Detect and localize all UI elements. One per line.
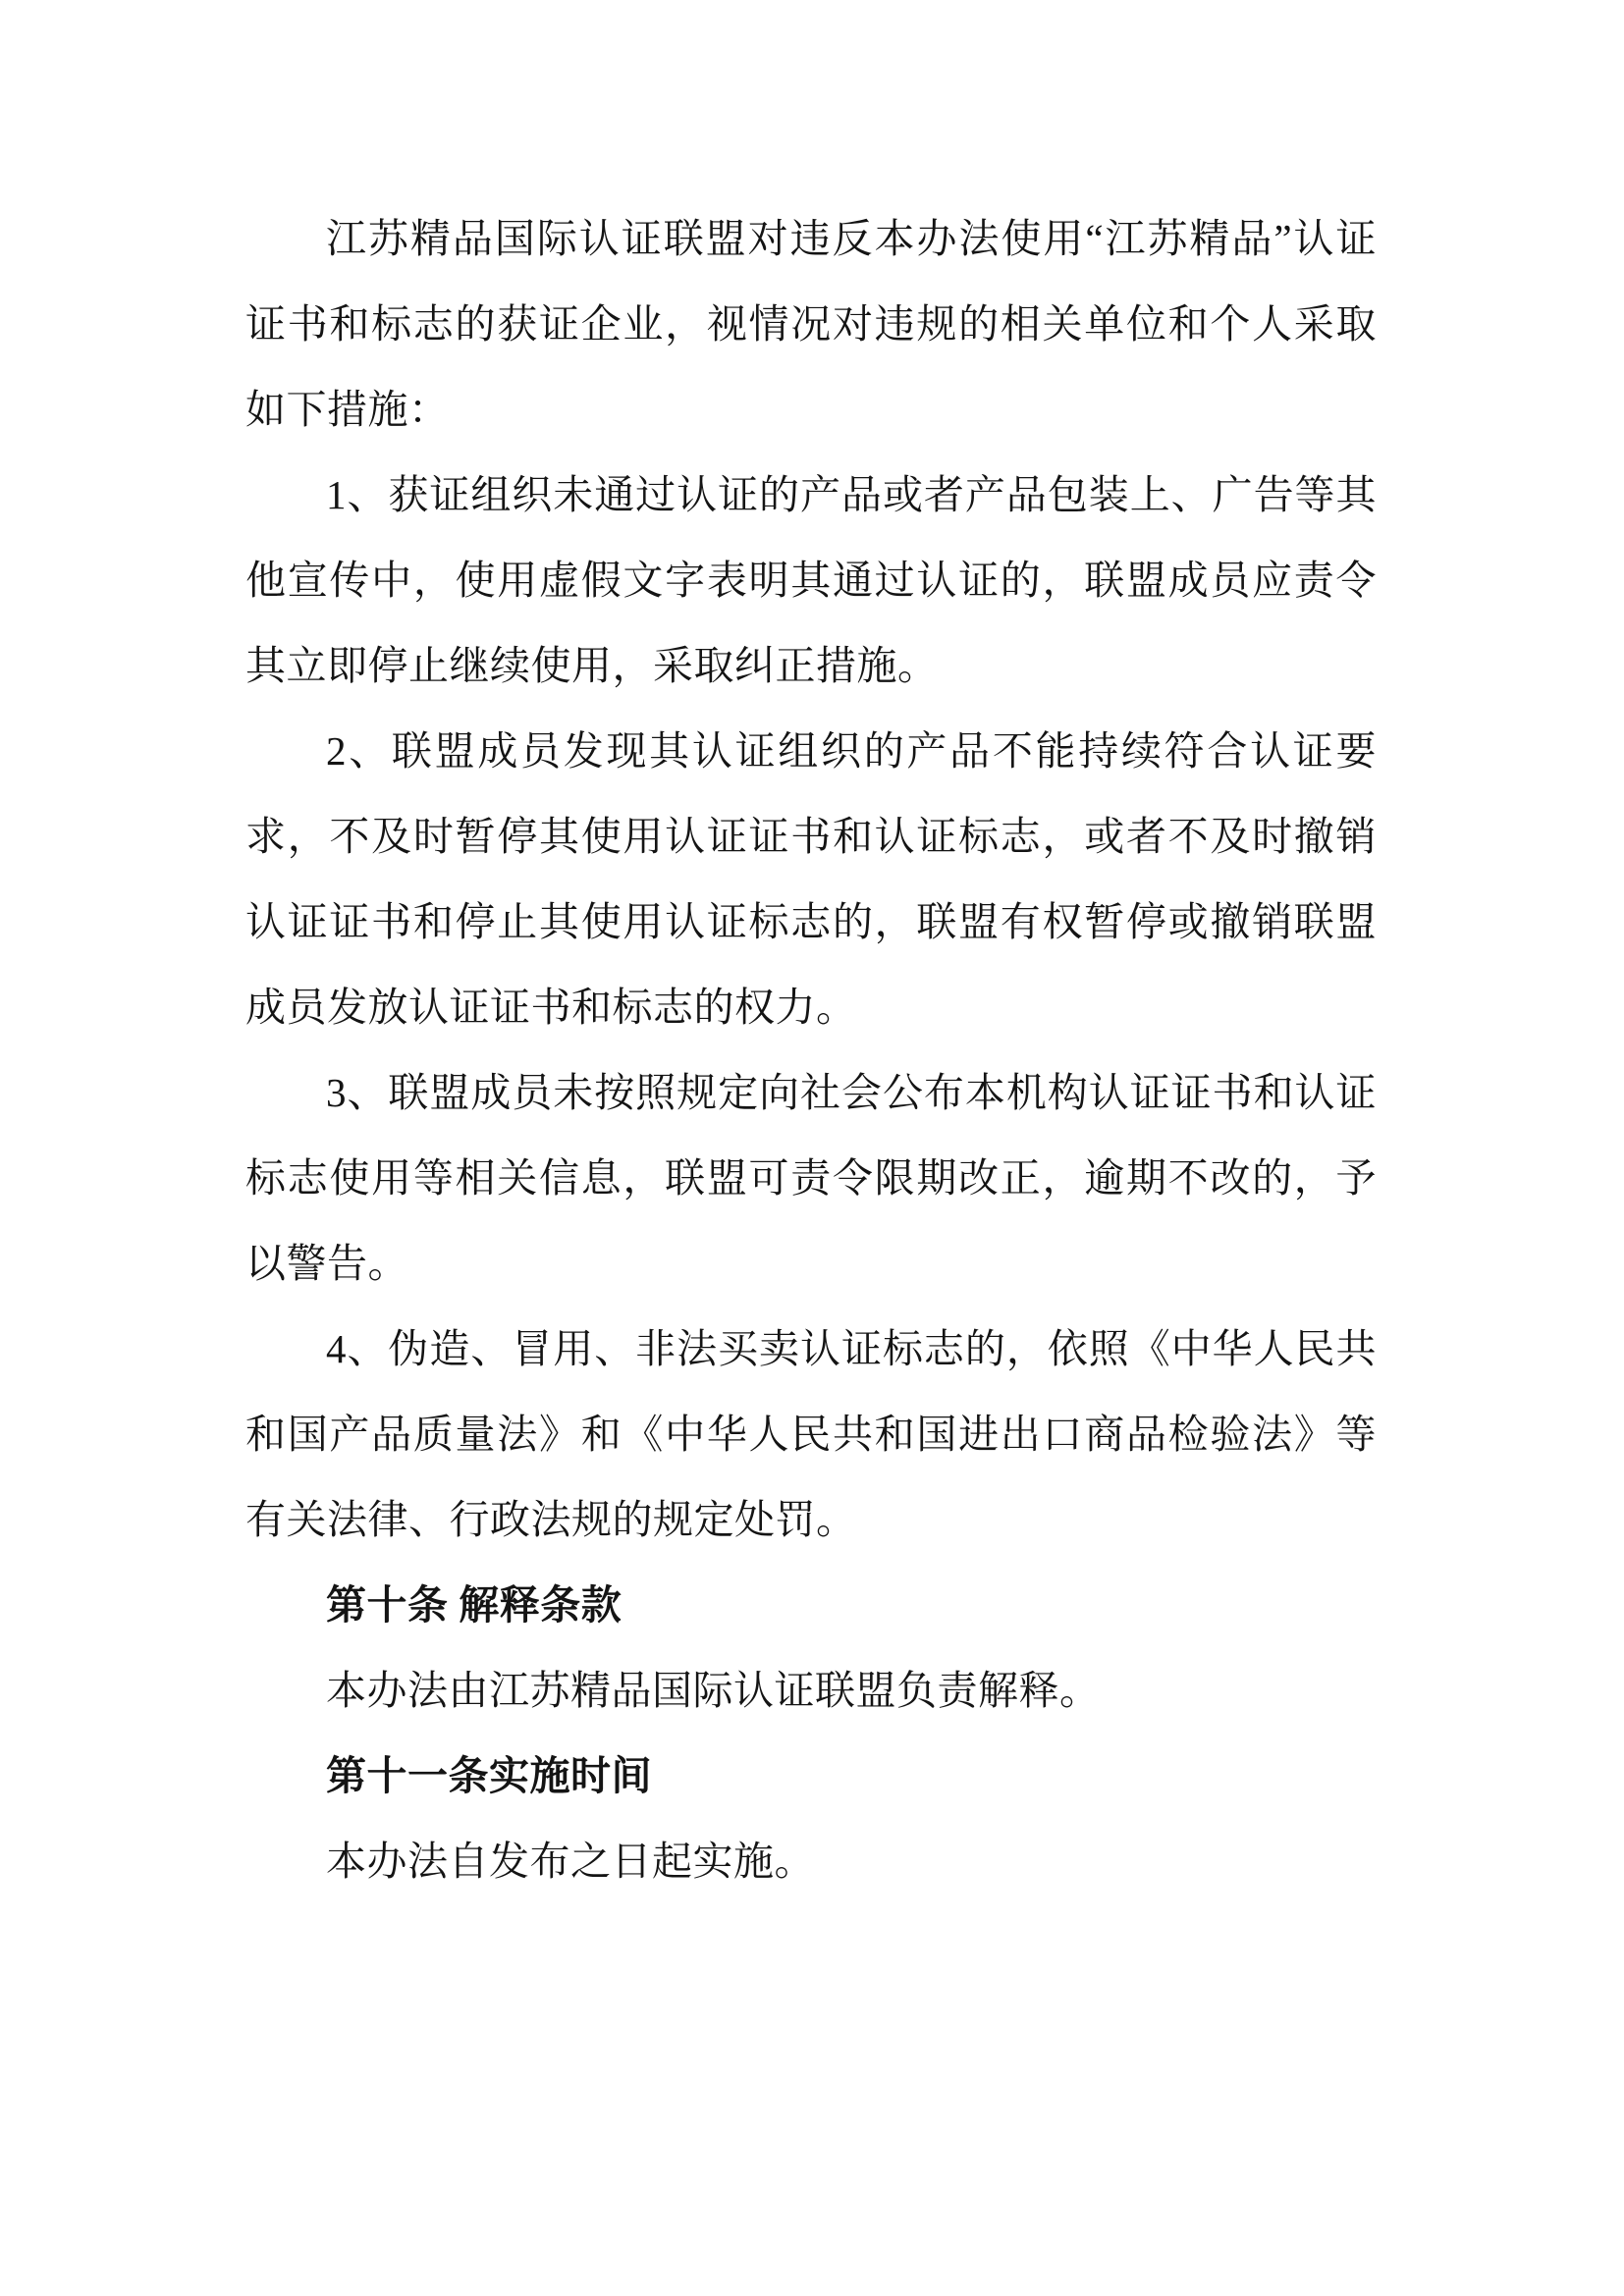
document-text-block [245, 196, 1377, 1904]
measure-item-2: 2、联盟成员发现其认证组织的产品不能持续符合认证要求，不及时暂停其使用认证证书和认证标志，或者不及时撤销认证证书和停止其使用认证标志的，联盟有权暂停或撤销联盟成员发放认证证书和标志的权力。 [245, 728, 1377, 1030]
measure-item-1: 1、获证组织未通过认证的产品或者产品包装上、广告等其他宣传中，使用虚假文字表明其通过认证的，联盟成员应责令其立即停止继续使用，采取纠正措施。 [245, 472, 1377, 688]
measure-item-3: 3、联盟成员未按照规定向社会公布本机构认证证书和认证标志使用等相关信息，联盟可责令限期改正，逾期不改的，予以警告。 [245, 1070, 1377, 1286]
article-10-heading: 第十条 解释条款 [326, 1582, 623, 1628]
article-11-body: 本办法自发布之日起实施。 [326, 1839, 815, 1884]
intro-paragraph: 江苏精品国际认证联盟对违反本办法使用“江苏精品”认证证书和标志的获证企业，视情况对违规的相关单位和个人采取如下措施： [245, 216, 1377, 432]
article-10-body: 本办法由江苏精品国际认证联盟负责解释。 [326, 1668, 1101, 1713]
measure-item-4: 4、伪造、冒用、非法买卖认证标志的，依照《中华人民共和国产品质量法》和《中华人民共和国进出口商品检验法》等有关法律、行政法规的规定处罚。 [245, 1326, 1377, 1542]
article-11-heading: 第十一条实施时间 [326, 1753, 652, 1798]
